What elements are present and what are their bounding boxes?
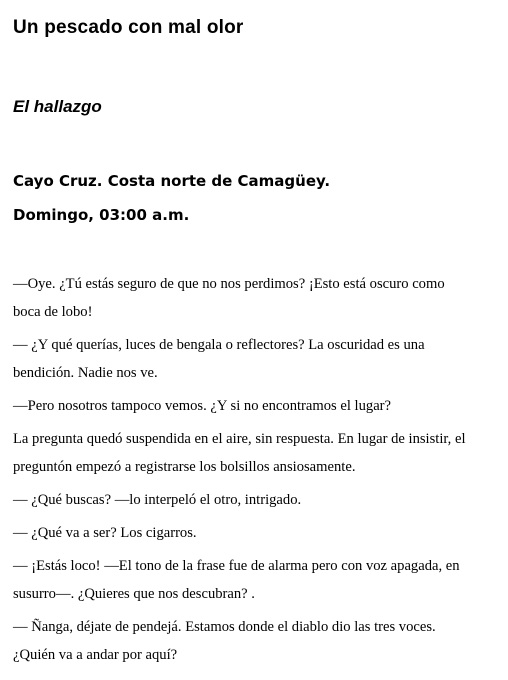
chapter-heading: El hallazgo xyxy=(13,97,102,116)
paragraph-line: La pregunta quedó suspendida en el aire, sin respuesta. En lugar de insistir, el xyxy=(13,431,466,447)
story-body xyxy=(13,270,508,674)
paragraph-line: ¿Quién va a andar por aquí? xyxy=(13,647,178,663)
paragraph xyxy=(13,331,508,387)
paragraph xyxy=(13,425,508,481)
paragraph-line: — Ñanga, déjate de pendejá. Estamos donde el diablo dio las tres voces. xyxy=(13,619,436,635)
paragraph-line: susurro—. ¿Quieres que nos descubran? . xyxy=(13,586,255,602)
paragraph xyxy=(13,519,508,547)
paragraph xyxy=(13,552,508,608)
paragraph-line: — ¿Qué va a ser? Los cigarros. xyxy=(13,525,197,541)
paragraph-line: — ¡Estás loco! —El tono de la frase fue de alarma pero con voz apagada, en xyxy=(13,558,460,574)
paragraph-line: bendición. Nadie nos ve. xyxy=(13,365,158,381)
paragraph-line: — ¿Qué buscas? —lo interpeló el otro, intrigado. xyxy=(13,492,302,508)
paragraph xyxy=(13,270,508,326)
scene-location: Cayo Cruz. Costa norte de Camagüey. xyxy=(13,172,331,190)
paragraph xyxy=(13,613,508,669)
paragraph-line: boca de lobo! xyxy=(13,304,93,320)
paragraph-line: preguntón empezó a registrarse los bolsillos ansiosamente. xyxy=(13,459,356,475)
story-title: Un pescado con mal olor xyxy=(13,17,244,38)
paragraph xyxy=(13,392,508,420)
paragraph xyxy=(13,486,508,514)
paragraph-line: —Oye. ¿Tú estás seguro de que no nos perdimos? ¡Esto está oscuro como xyxy=(13,276,445,292)
paragraph-line: — ¿Y qué querías, luces de bengala o reflectores? La oscuridad es una xyxy=(13,337,425,353)
paragraph-line: —Pero nosotros tampoco vemos. ¿Y si no encontramos el lugar? xyxy=(13,398,392,414)
scene-time: Domingo, 03:00 a.m. xyxy=(13,206,190,224)
